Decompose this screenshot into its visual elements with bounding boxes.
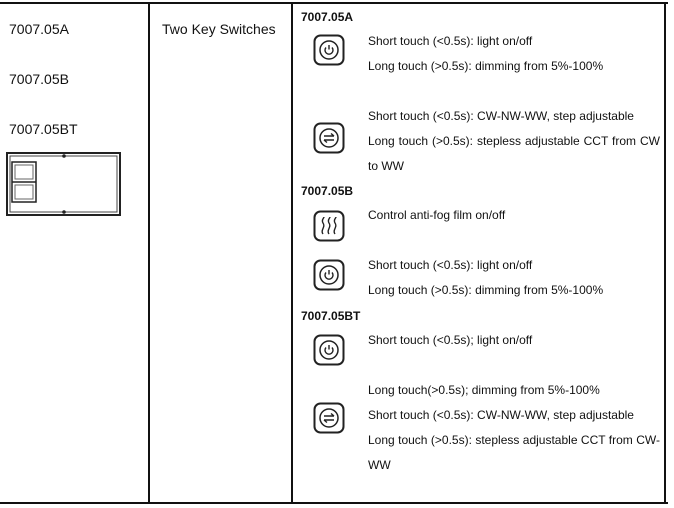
power-button-icon: [313, 259, 345, 291]
model-label-a: 7007.05A: [9, 21, 69, 37]
table-bottom-border: [0, 502, 668, 504]
power-button-icon: [313, 34, 345, 66]
model-label-b: 7007.05B: [9, 71, 69, 87]
desc-line: Long touch (>0.5s): dimming from 5%-100%: [368, 59, 604, 73]
section-b-fog-desc: Control anti-fog film on/off: [368, 208, 506, 222]
anti-fog-heat-waves-icon: [313, 210, 345, 242]
desc-line: Long touch (>0.5s): stepless adjustable CCT from CW-WW: [368, 433, 660, 472]
section-bt-power-desc: Short touch (<0.5s); light on/off: [368, 333, 533, 347]
table-top-border: [0, 2, 668, 4]
desc-line: Long touch (>0.5s): stepless adjustable CCT from CW to WW: [368, 134, 660, 173]
desc-line: Long touch(>0.5s); dimming from 5%-100%: [368, 383, 600, 397]
section-title-bt: 7007.05BT: [301, 309, 361, 323]
function-label: Two Key Switches: [162, 21, 276, 37]
desc-line: Long touch (>0.5s): dimming from 5%-100%: [368, 283, 604, 297]
desc-line: Short touch (<0.5s): light on/off: [368, 258, 533, 272]
section-a-cct-desc: [368, 104, 660, 179]
desc-line: Short touch (<0.5s): CW-NW-WW, step adjustable: [368, 109, 634, 123]
desc-line: Short touch (<0.5s): CW-NW-WW, step adjustable: [368, 408, 634, 422]
power-button-icon: [313, 334, 345, 366]
color-temperature-arrows-icon: [313, 122, 345, 154]
color-temperature-arrows-icon: [313, 402, 345, 434]
section-bt-cct-desc: [368, 378, 660, 478]
column-divider-2: [291, 2, 293, 504]
section-title-a: 7007.05A: [301, 10, 354, 24]
table-right-border: [664, 2, 666, 504]
section-title-b: 7007.05B: [301, 184, 354, 198]
section-a-power-desc: [368, 29, 603, 79]
column-divider-1: [148, 2, 150, 504]
model-label-bt: 7007.05BT: [9, 121, 78, 137]
switch-panel-image: [6, 152, 121, 216]
section-b-power-desc: [368, 253, 603, 303]
desc-line: Short touch (<0.5s): light on/off: [368, 34, 533, 48]
